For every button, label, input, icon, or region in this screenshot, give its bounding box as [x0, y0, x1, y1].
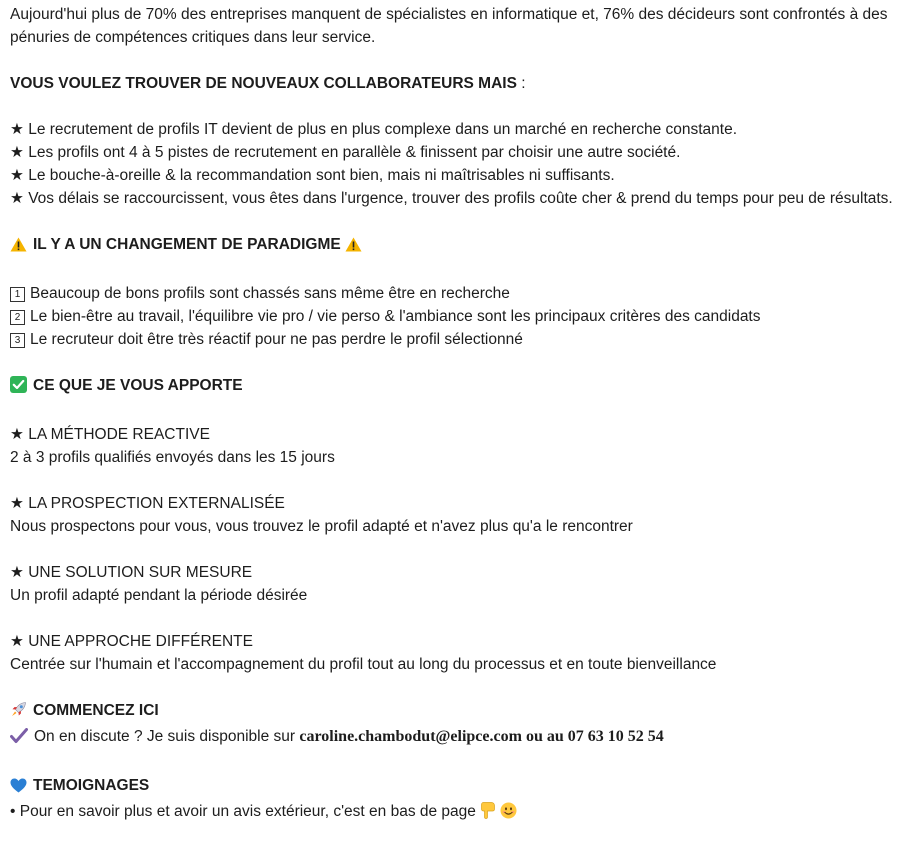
section4-title-text: COMMENCEZ ICI	[33, 702, 159, 719]
intro-paragraph: Aujourd'hui plus de 70% des entreprises manquent de spécialistes en informatique et, 76% des décideurs sont confrontés à des pénuries de compétences critiques dans leur service.	[10, 6, 888, 46]
section3-item-text: Nous prospectons pour vous, vous trouvez le profil adapté et n'avez plus qu'a le rencontrer	[10, 518, 633, 535]
section3-title-text: CE QUE JE VOUS APPORTE	[33, 377, 243, 394]
contact-details: caroline.chambodut@elipce.com ou au 07 63 10 52 54	[299, 728, 664, 745]
section2-title	[10, 233, 897, 259]
number-box: 3	[10, 333, 25, 348]
testimonials-text: • Pour en savoir plus et avoir un avis extérieur, c'est en bas de page	[10, 803, 476, 820]
heart-icon	[10, 777, 27, 800]
contact-prefix: On en discute ? Je suis disponible sur	[34, 728, 300, 745]
section2-item	[10, 328, 897, 351]
section1-title-suffix: :	[516, 75, 526, 92]
section1-item: ★ Le bouche-à-oreille & la recommandation sont bien, mais ni maîtrisables ni suffisants.	[10, 167, 615, 184]
section2-item-text: Beaucoup de bons profils sont chassés sans même être en recherche	[30, 285, 510, 302]
section2-title-text: IL Y A UN CHANGEMENT DE PARADIGME	[33, 236, 341, 253]
section5-title-text: TEMOIGNAGES	[33, 777, 150, 794]
section3-item-heading: ★ LA MÉTHODE REACTIVE	[10, 426, 210, 443]
section3-item-text: Centrée sur l'humain et l'accompagnement du profil tout au long du processus et en toute bienveillance	[10, 656, 717, 673]
section1-item: ★ Le recrutement de profils IT devient de plus en plus complexe dans un marché en recherche constante.	[10, 121, 738, 138]
section1-item: ★ Les profils ont 4 à 5 pistes de recrutement en parallèle & finissent par choisir une autre société.	[10, 144, 681, 161]
contact-line	[10, 725, 897, 751]
section3-item-heading: ★ UNE SOLUTION SUR MESURE	[10, 564, 253, 581]
section1-title-text: VOUS VOULEZ TROUVER DE NOUVEAUX COLLABORATEURS MAIS	[10, 75, 517, 92]
section3-item-text: 2 à 3 profils qualifiés envoyés dans les 15 jours	[10, 449, 335, 466]
section2-item	[10, 305, 897, 328]
number-box: 2	[10, 310, 25, 325]
section4-title	[10, 699, 897, 725]
section2-item	[10, 282, 897, 305]
warning-icon	[10, 236, 27, 259]
check-icon	[10, 376, 27, 400]
section3-item-text: Un profil adapté pendant la période désirée	[10, 587, 308, 604]
section3-item-heading: ★ UNE APPROCHE DIFFÉRENTE	[10, 633, 253, 650]
rocket-icon	[10, 701, 27, 725]
section3-item-heading: ★ LA PROSPECTION EXTERNALISÉE	[10, 495, 285, 512]
section2-item-text: Le recruteur doit être très réactif pour ne pas perdre le profil sélectionné	[30, 331, 523, 348]
pointing-down-icon	[480, 802, 496, 826]
section1-title	[10, 72, 897, 95]
section3-title	[10, 374, 897, 400]
section2-item-text: Le bien-être au travail, l'équilibre vie pro / vie perso & l'ambiance sont les principaux critères des candidats	[30, 308, 761, 325]
warning-icon	[345, 236, 362, 259]
section5-title	[10, 774, 897, 800]
checkmark-icon	[10, 728, 28, 751]
number-box: 1	[10, 287, 25, 302]
section1-item: ★ Vos délais se raccourcissent, vous êtes dans l'urgence, trouver des profils coûte cher & prend du temps pour peu de résultats.	[10, 190, 893, 207]
smiling-face-icon	[500, 802, 517, 826]
testimonials-line	[10, 800, 897, 826]
